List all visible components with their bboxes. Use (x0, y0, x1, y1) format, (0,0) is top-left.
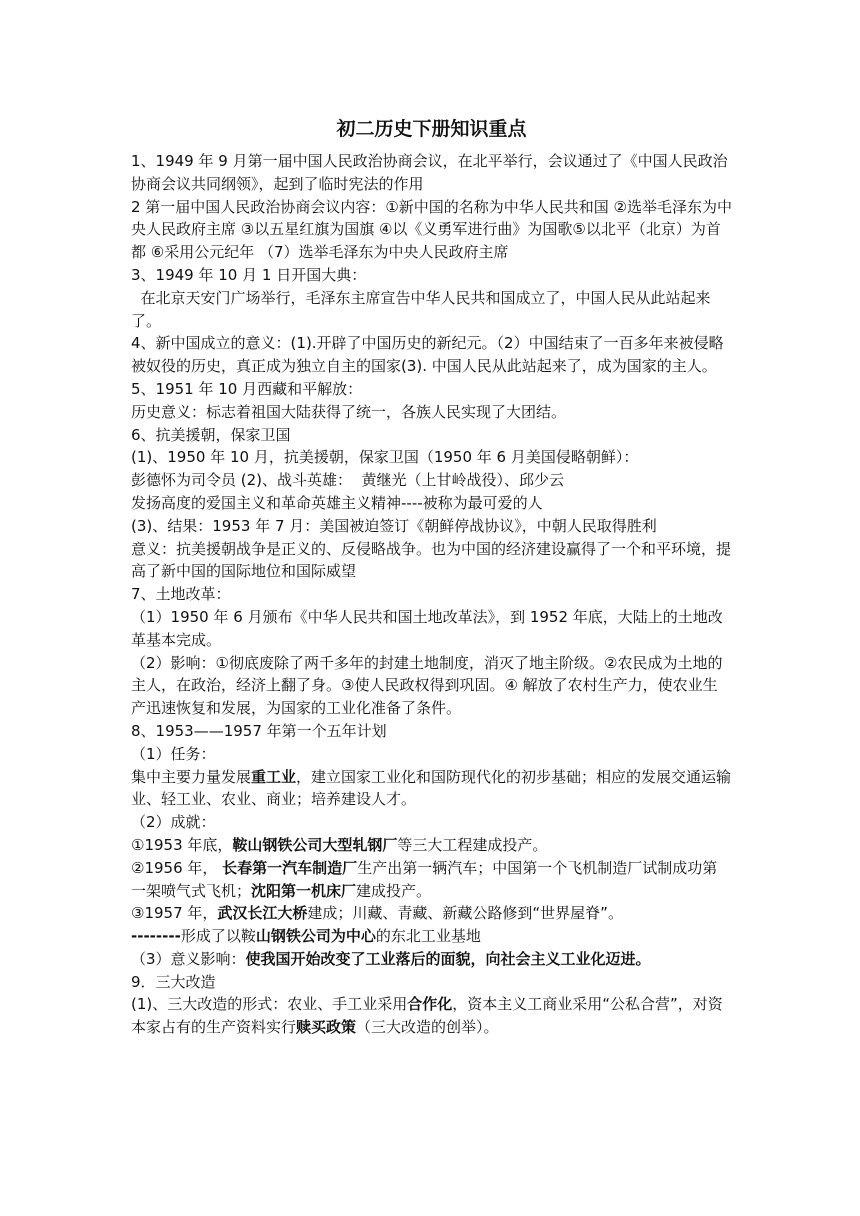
bold-text: 赎买政策 (296, 1018, 357, 1037)
paragraph (131, 538, 732, 584)
paragraph (131, 515, 732, 538)
page-title: 初二历史下册知识重点 (336, 118, 527, 140)
bold-text: 长春第一汽车制造厂 (222, 858, 358, 877)
paragraph (131, 378, 732, 401)
paragraph (131, 834, 732, 857)
text-run: 4、新中国成立的意义：(1).开辟了中国历史的新纪元。（2）中国结束了一百多年来被侵略被奴役的历史，真正成为独立自主的国家(3). 中国人民从此站起来了，成为国家的主人。 (131, 334, 724, 376)
text-run: 建成投产。 (356, 881, 432, 900)
text-run: (1)、1950 年 10 月，抗美援朝，保家卫国（1950 年 6 月美国侵略朝鲜）： (131, 448, 639, 467)
text-run: 集中主要力量发展 (131, 767, 252, 786)
text-run: ③1957 年， (131, 904, 218, 923)
paragraph (131, 857, 732, 903)
text-run: (3)、结果：1953 年 7 月：美国被迫签订《朝鲜停战协议》，中朝人民取得胜利 (131, 516, 657, 535)
text-run: 彭德怀为司令员 (2)、战斗英雄： 黄继光（上甘岭战役）、邱少云 (131, 471, 565, 490)
text-run: （2）成就： (131, 813, 216, 832)
paragraph (131, 948, 732, 971)
paragraph (131, 993, 732, 1039)
text-run: 8、1953——1957 年第一个五年计划 (131, 721, 387, 740)
text-run: (1)、三大改造的形式：农业、手工业采用 (131, 995, 408, 1014)
paragraph (131, 902, 732, 925)
bold-text: 沈阳第一机床厂 (251, 881, 357, 900)
text-run: （3）意义影响： (131, 949, 246, 968)
text-run: 6、抗美援朝，保家卫国 (131, 425, 291, 444)
text-run: （三大改造的创举）。 (356, 1018, 499, 1037)
paragraph (131, 583, 732, 606)
text-run: 历史意义：标志着祖国大陆获得了统一，各族人民实现了大团结。 (131, 402, 567, 421)
paragraph (131, 287, 732, 333)
text-run: 意义：抗美援朝战争是正义的、反侵略战争。也为中国的经济建设赢得了一个和平环境，提高了新中国的国际地位和国际威望 (131, 539, 732, 581)
text-run: 2 第一届中国人民政治协商会议内容：①新中国的名称为中华人民共和国 ②选举毛泽东为中央人民政府主席 ③以五星红旗为国旗 ④以《义勇军进行曲》为国歌⑤以北平（北京）为首都 ⑥采用公元纪年 （7）选举毛泽东为中央人民政府主席 (131, 197, 732, 262)
paragraph (131, 971, 732, 994)
text-run: 9．三大改造 (131, 972, 216, 991)
text-run: 等三大工程建成投产。 (397, 835, 548, 854)
paragraph (131, 766, 732, 812)
paragraph (131, 196, 732, 264)
text-run: 3、1949 年 10 月 1 日开国大典： (131, 265, 367, 284)
paragraph (131, 424, 732, 447)
text-run: 形成了以鞍 (180, 927, 256, 946)
paragraph (131, 811, 732, 834)
paragraph (131, 720, 732, 743)
paragraph (131, 332, 732, 378)
text-run: 发扬高度的爱国主义和革命英雄主义精神----被称为最可爱的人 (131, 493, 543, 512)
paragraph (131, 469, 732, 492)
paragraph (131, 264, 732, 287)
bold-text: 武汉长江大桥 (217, 904, 308, 923)
text-run: ，资本主义工商业采用“公私合营”，对资本家占有的生产资料实行 (131, 995, 723, 1037)
bold-text: 合作化 (407, 995, 453, 1014)
text-run: （1）1950 年 6 月颁布《中华人民共和国土地改革法》，到 1952 年底，大陆上的土地改革基本完成。 (131, 607, 723, 649)
bold-text: 山钢铁公司为中心 (255, 927, 376, 946)
text-run: （1）任务： (131, 744, 216, 763)
document-body (131, 150, 732, 1039)
paragraph (131, 743, 732, 766)
text-run: 的东北工业基地 (375, 927, 481, 946)
bold-text: -------- (131, 927, 181, 946)
paragraph (131, 492, 732, 515)
bold-text: 重工业 (251, 767, 297, 786)
text-run: 生产出第一辆汽车；中国第一个飞机制造厂试制成功第一架喷气式飞机； (131, 858, 718, 900)
text-run: （2）影响：①彻底废除了两千多年的封建土地制度，消灭了地主阶级。②农民成为土地的主人，在政治，经济上翻了身。③使人民政权得到巩固。④ 解放了农村生产力，使农业生产迅速恢复和发展，为国家的工业化准备了条件。 (131, 653, 723, 718)
text-run: 在北京天安门广场举行，毛泽东主席宣告中华人民共和国成立了，中国人民从此站起来了。 (131, 288, 711, 330)
text-run: 5、1951 年 10 月西藏和平解放： (131, 379, 363, 398)
text-run: ②1956 年， (131, 858, 223, 877)
text-run: 建成；川藏、青藏、新藏公路修到“世界屋脊”。 (307, 904, 623, 923)
paragraph (131, 401, 732, 424)
paragraph (131, 150, 732, 196)
bold-text: 使我国开始改变了工业落后的面貌，向社会主义工业化迈进。 (245, 949, 651, 968)
bold-text: 鞍山钢铁公司大型轧钢厂 (232, 835, 398, 854)
text-run: ①1953 年底， (131, 835, 233, 854)
paragraph (131, 606, 732, 652)
text-run: 7、土地改革： (131, 585, 231, 604)
paragraph (131, 925, 732, 948)
text-run: 1、1949 年 9 月第一届中国人民政治协商会议，在北平举行，会议通过了《中国人民政治协商会议共同纲领》，起到了临时宪法的作用 (131, 152, 728, 193)
text-run: ，建立国家工业化和国防现代化的初步基础；相应的发展交通运输业、轻工业、农业、商业；培养建设人才。 (131, 767, 732, 809)
paragraph (131, 446, 732, 469)
paragraph (131, 652, 732, 720)
